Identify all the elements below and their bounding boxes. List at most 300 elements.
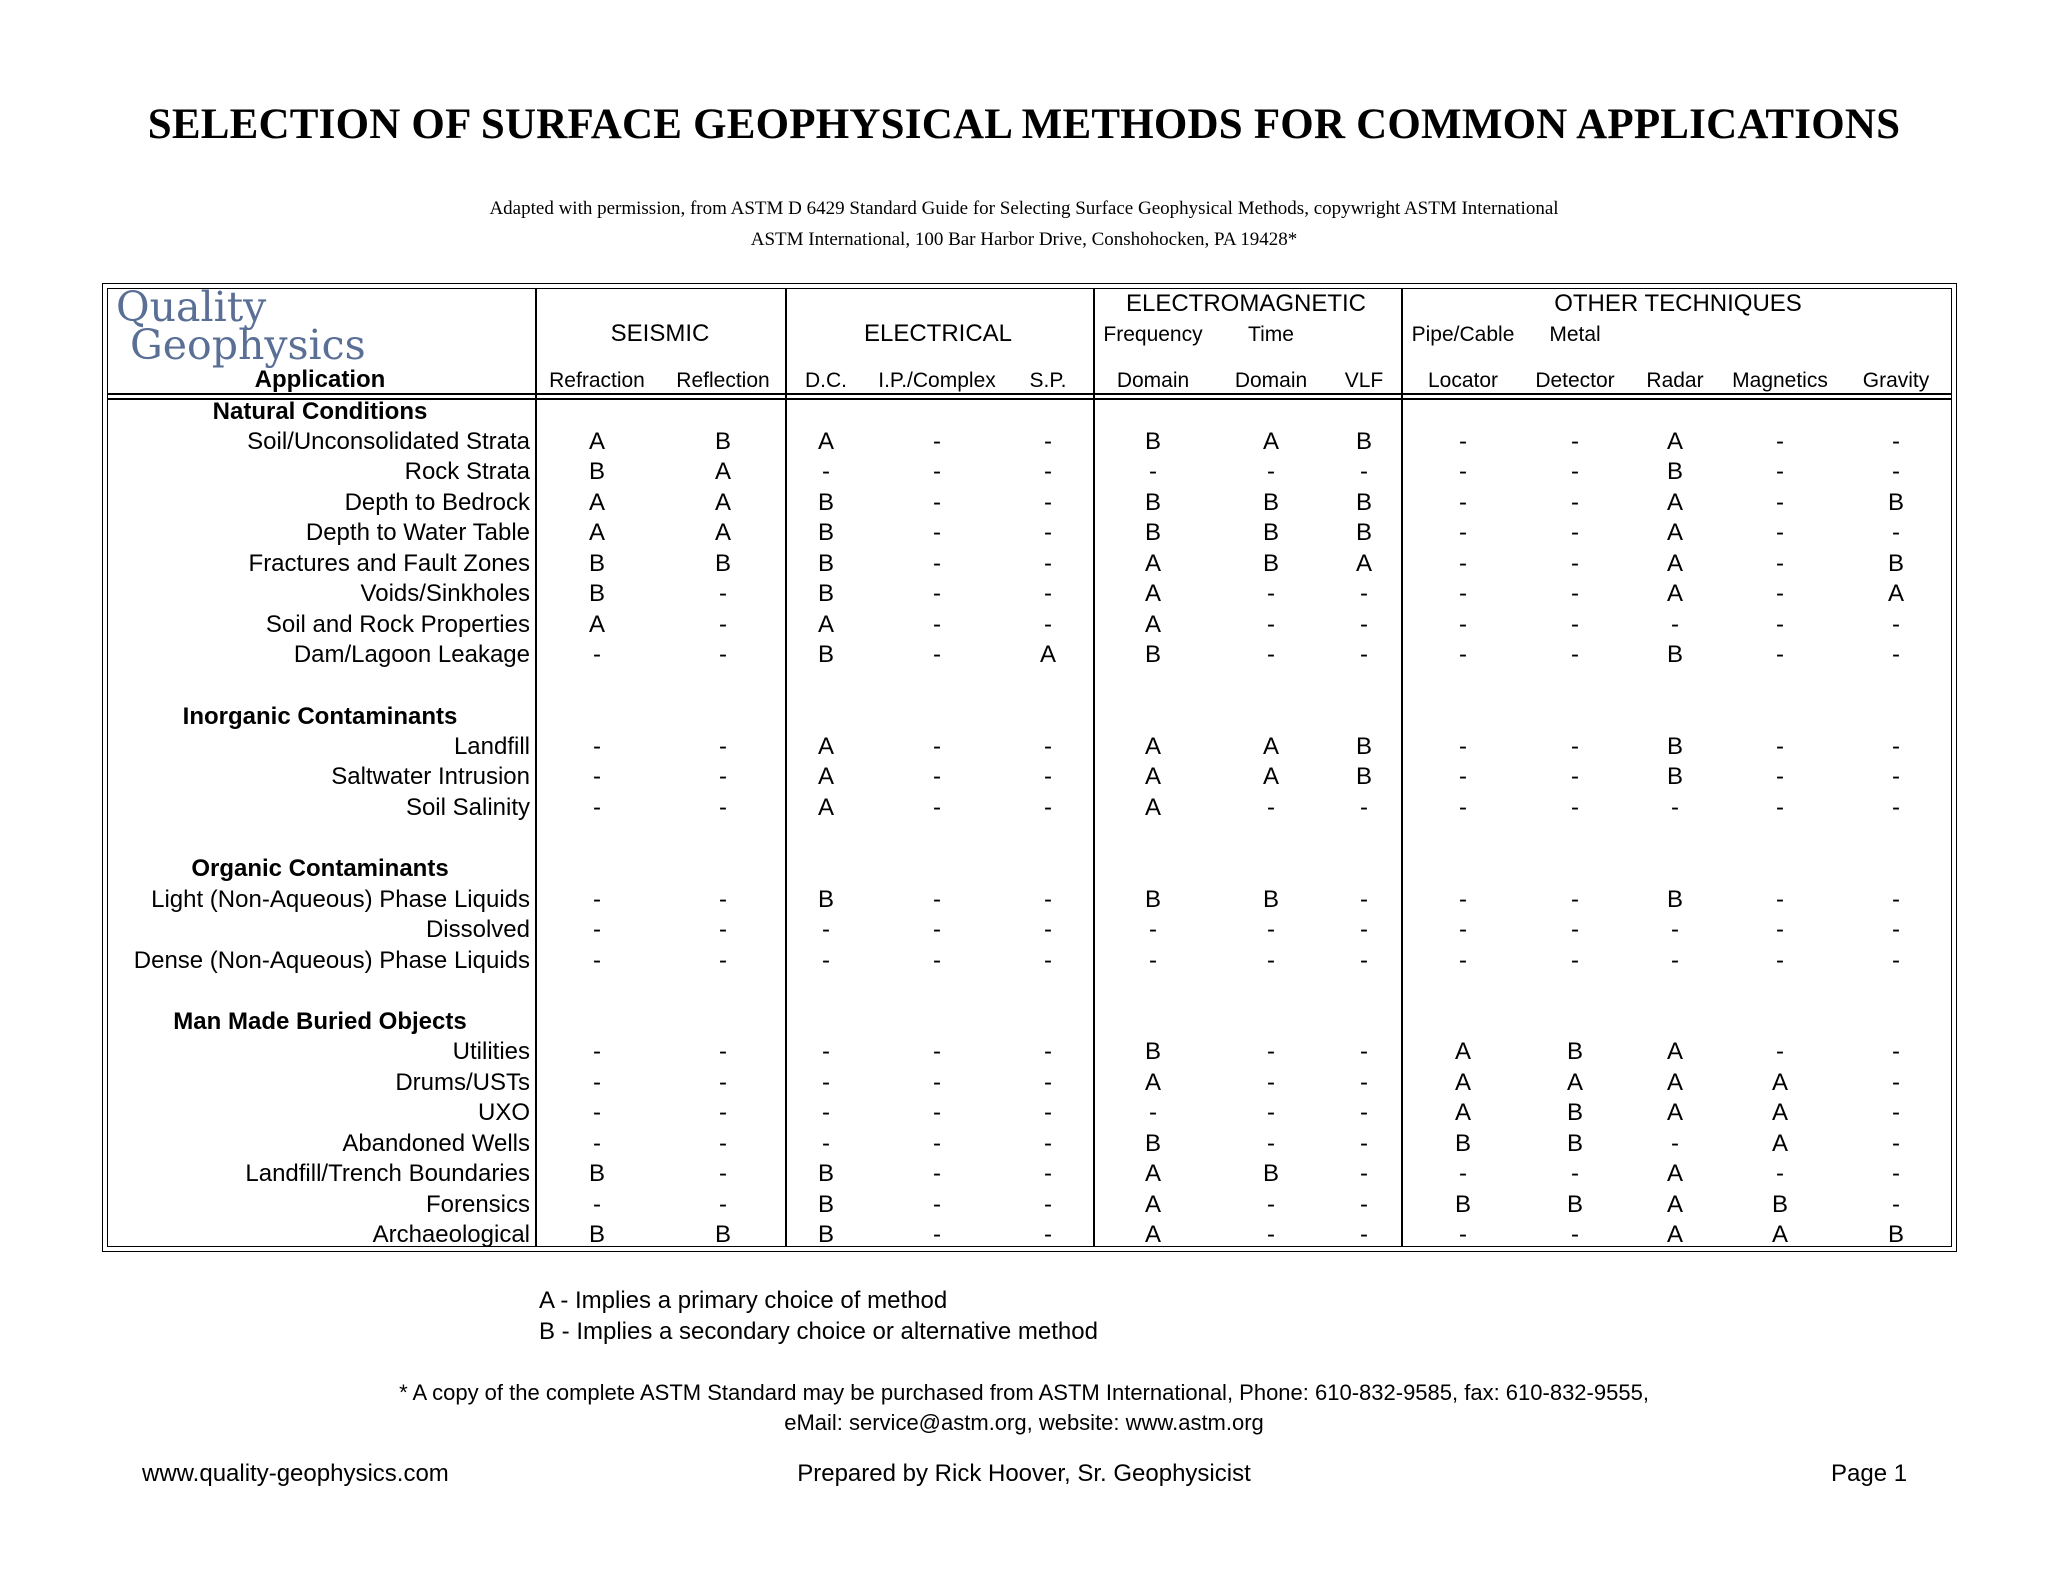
table-cell: B — [817, 886, 835, 913]
table-cell: B — [1666, 733, 1684, 760]
table-cell: - — [822, 1038, 830, 1065]
table-cell: A — [714, 519, 732, 546]
table-cell: - — [1776, 550, 1784, 577]
table-cell: - — [1459, 886, 1467, 913]
table-cell: A — [1666, 1038, 1684, 1065]
table-cell: - — [1459, 1221, 1467, 1248]
table-cell: A — [1666, 1191, 1684, 1218]
table-cell: - — [1360, 947, 1368, 974]
col-refraction: Refraction — [549, 369, 645, 392]
table-cell: A — [1144, 733, 1162, 760]
table-cell: - — [933, 611, 941, 638]
table-cell: B — [714, 428, 732, 455]
header-electromagnetic: ELECTROMAGNETIC — [1125, 290, 1367, 317]
table-cell: - — [1360, 1069, 1368, 1096]
col-dc: D.C. — [805, 369, 847, 392]
table-cell: A — [1666, 489, 1684, 516]
table-cell: - — [1044, 763, 1052, 790]
table-cell: - — [1892, 428, 1900, 455]
table-cell: - — [1571, 1160, 1579, 1187]
table-cell: B — [1566, 1099, 1584, 1126]
table-cell: - — [719, 1069, 727, 1096]
table-cell: - — [1571, 489, 1579, 516]
table-cell: B — [1262, 550, 1280, 577]
table-cell: A — [1666, 580, 1684, 607]
table-cell: - — [1267, 611, 1275, 638]
table-cell: - — [1571, 1221, 1579, 1248]
table-cell: A — [1666, 519, 1684, 546]
table-cell: B — [1262, 1160, 1280, 1187]
table-cell: B — [1262, 886, 1280, 913]
table-cell: A — [1566, 1069, 1584, 1096]
table-cell: B — [588, 458, 606, 485]
divider-seismic — [785, 288, 787, 1247]
logo-line-2: Geophysics — [130, 321, 366, 369]
table-cell: - — [1044, 489, 1052, 516]
table-cell: - — [1571, 641, 1579, 668]
table-cell: A — [1355, 550, 1373, 577]
table-cell: - — [1892, 1130, 1900, 1157]
table-cell: B — [1355, 733, 1373, 760]
table-cell: A — [1144, 1069, 1162, 1096]
table-cell: A — [1666, 1160, 1684, 1187]
table-cell: - — [1044, 1069, 1052, 1096]
table-cell: B — [1566, 1130, 1584, 1157]
footer-prepared-by: Prepared by Rick Hoover, Sr. Geophysicist — [797, 1460, 1251, 1487]
category-header: Man Made Buried Objects — [173, 1008, 467, 1035]
divider-electrical — [1093, 288, 1095, 1247]
table-cell: - — [1459, 580, 1467, 607]
table-cell: B — [588, 1221, 606, 1248]
table-cell: - — [1571, 733, 1579, 760]
table-cell: - — [933, 641, 941, 668]
table-cell: A — [714, 489, 732, 516]
table-cell: - — [822, 916, 830, 943]
table-cell: - — [1892, 641, 1900, 668]
header-other-techniques: OTHER TECHNIQUES — [1554, 290, 1802, 317]
divider-application — [535, 288, 537, 1247]
table-cell: - — [593, 916, 601, 943]
table-cell: B — [1666, 641, 1684, 668]
table-cell: - — [1459, 489, 1467, 516]
table-cell: - — [933, 947, 941, 974]
col-detector: Detector — [1535, 369, 1615, 392]
table-cell: B — [1144, 489, 1162, 516]
table-cell: - — [1776, 489, 1784, 516]
table-cell: B — [817, 519, 835, 546]
table-cell: - — [719, 916, 727, 943]
table-cell: - — [1776, 886, 1784, 913]
col-ip-complex: I.P./Complex — [878, 369, 996, 392]
table-cell: - — [1267, 1099, 1275, 1126]
table-cell: - — [1149, 916, 1157, 943]
table-cell: - — [1360, 1160, 1368, 1187]
table-cell: - — [1671, 794, 1679, 821]
table-cell: B — [1566, 1191, 1584, 1218]
table-cell: - — [1571, 947, 1579, 974]
row-label: Soil/Unconsolidated Strata — [247, 428, 530, 455]
table-cell: - — [1044, 1191, 1052, 1218]
table-cell: A — [1771, 1069, 1789, 1096]
header-pipe-cable: Pipe/Cable — [1411, 323, 1515, 346]
table-cell: - — [933, 1191, 941, 1218]
table-cell: - — [1776, 641, 1784, 668]
table-cell: A — [588, 519, 606, 546]
table-cell: - — [1459, 519, 1467, 546]
table-cell: - — [1776, 1038, 1784, 1065]
table-cell: - — [1892, 1191, 1900, 1218]
table-cell: A — [1144, 550, 1162, 577]
table-cell: - — [822, 1099, 830, 1126]
table-cell: A — [588, 611, 606, 638]
table-cell: B — [1262, 519, 1280, 546]
table-cell: B — [1262, 489, 1280, 516]
row-label: Depth to Water Table — [305, 519, 530, 546]
table-cell: - — [933, 1069, 941, 1096]
table-cell: - — [822, 458, 830, 485]
table-cell: - — [933, 428, 941, 455]
table-cell: - — [1044, 916, 1052, 943]
table-cell: B — [1355, 428, 1373, 455]
company-logo — [116, 283, 366, 369]
table-cell: - — [1571, 519, 1579, 546]
footer-website: www.quality-geophysics.com — [142, 1460, 449, 1487]
table-cell: - — [1360, 916, 1368, 943]
table-cell: - — [719, 1038, 727, 1065]
table-cell: A — [714, 458, 732, 485]
table-cell: A — [588, 489, 606, 516]
table-cell: - — [1776, 794, 1784, 821]
table-cell: - — [1360, 1191, 1368, 1218]
table-cell: B — [1666, 458, 1684, 485]
table-cell: - — [1044, 794, 1052, 821]
col-locator: Locator — [1427, 369, 1499, 392]
row-label: Voids/Sinkholes — [360, 580, 530, 607]
footer-page-number: Page 1 — [1831, 1460, 1908, 1487]
table-cell: - — [1044, 886, 1052, 913]
page-title: SELECTION OF SURFACE GEOPHYSICAL METHODS FOR COMMON APPLICATIONS — [147, 101, 1901, 148]
table-cell: - — [1044, 1099, 1052, 1126]
table-cell: - — [1360, 641, 1368, 668]
table-cell: - — [1267, 947, 1275, 974]
table-cell: - — [822, 1130, 830, 1157]
table-cell: - — [1892, 886, 1900, 913]
table-cell: - — [1892, 458, 1900, 485]
row-label: Dissolved — [425, 916, 530, 943]
table-cell: - — [1459, 1160, 1467, 1187]
row-label: Drums/USTs — [395, 1069, 530, 1096]
table-cell: - — [1360, 1038, 1368, 1065]
table-cell: - — [1044, 1221, 1052, 1248]
row-label: Depth to Bedrock — [344, 489, 530, 516]
table-cell: B — [1566, 1038, 1584, 1065]
table-cell: - — [1459, 916, 1467, 943]
table-cell: - — [719, 947, 727, 974]
table-cell: - — [933, 1130, 941, 1157]
table-cell: A — [1771, 1130, 1789, 1157]
row-label: Light (Non-Aqueous) Phase Liquids — [151, 886, 530, 913]
footnote-line-2: eMail: service@astm.org, website: www.astm.org — [784, 1410, 1264, 1435]
table-cell: B — [817, 580, 835, 607]
table-cell: B — [588, 580, 606, 607]
table-cell: - — [933, 794, 941, 821]
table-cell: - — [1267, 1191, 1275, 1218]
table-cell: - — [1892, 763, 1900, 790]
table-cell: A — [1144, 580, 1162, 607]
table-cell: - — [933, 1221, 941, 1248]
col-gravity: Gravity — [1862, 369, 1930, 392]
table-cell: - — [1044, 1038, 1052, 1065]
header-metal: Metal — [1549, 323, 1601, 346]
table-cell: - — [1571, 458, 1579, 485]
table-cell: B — [817, 550, 835, 577]
table-cell: - — [1044, 1130, 1052, 1157]
table-cell: - — [1360, 1221, 1368, 1248]
row-label: Utilities — [452, 1038, 530, 1065]
table-cell: A — [1262, 733, 1280, 760]
table-cell: - — [933, 1160, 941, 1187]
table-cell: - — [593, 763, 601, 790]
table-cell: - — [933, 458, 941, 485]
row-label: Abandoned Wells — [342, 1130, 530, 1157]
table-cell: - — [593, 1099, 601, 1126]
col-frequency-domain: Domain — [1116, 369, 1190, 392]
table-cell: - — [933, 1038, 941, 1065]
table-cell: A — [1262, 763, 1280, 790]
col-sp: S.P. — [1029, 369, 1067, 392]
table-cell: B — [1355, 763, 1373, 790]
table-cell: B — [1144, 519, 1162, 546]
row-label: Forensics — [425, 1191, 530, 1218]
table-cell: - — [593, 794, 601, 821]
table-cell: - — [719, 763, 727, 790]
row-label: Dam/Lagoon Leakage — [293, 641, 530, 668]
table-cell: - — [593, 886, 601, 913]
table-cell: B — [1355, 489, 1373, 516]
table-cell: - — [593, 733, 601, 760]
table-cell: - — [1671, 611, 1679, 638]
table-cell: B — [588, 1160, 606, 1187]
table-cell: A — [1454, 1069, 1472, 1096]
logo-line-1: Quality — [116, 283, 267, 331]
table-cell: B — [1355, 519, 1373, 546]
table-cell: A — [1666, 428, 1684, 455]
table-cell: - — [1776, 458, 1784, 485]
table-cell: - — [1459, 550, 1467, 577]
table-cell: - — [1892, 733, 1900, 760]
header-em-frequency: Frequency — [1103, 323, 1203, 346]
category-header: Organic Contaminants — [191, 855, 449, 882]
table-cell: A — [1144, 1160, 1162, 1187]
table-cell: - — [1360, 580, 1368, 607]
table-cell: B — [817, 489, 835, 516]
table-cell: B — [1144, 428, 1162, 455]
row-label: Archaeological — [372, 1221, 530, 1248]
table-cell: A — [1666, 1099, 1684, 1126]
table-cell: - — [1459, 947, 1467, 974]
row-label: Fractures and Fault Zones — [248, 550, 530, 577]
table-cell: - — [1892, 1038, 1900, 1065]
category-header: Inorganic Contaminants — [182, 703, 458, 730]
table-cell: - — [593, 641, 601, 668]
table-cell: - — [1892, 1160, 1900, 1187]
table-cell: - — [1776, 916, 1784, 943]
table-cell: - — [933, 733, 941, 760]
table-cell: - — [1267, 1069, 1275, 1096]
table-cell: - — [593, 1038, 601, 1065]
table-cell: - — [719, 733, 727, 760]
table-cell: B — [1144, 641, 1162, 668]
table-cell: A — [1039, 641, 1057, 668]
table-cell: - — [719, 1130, 727, 1157]
table-cell: - — [1671, 916, 1679, 943]
table-cell: A — [817, 763, 835, 790]
table-cell: A — [1771, 1221, 1789, 1248]
table-cell: - — [1267, 641, 1275, 668]
table-cell: A — [1887, 580, 1905, 607]
table-cell: - — [1571, 886, 1579, 913]
table-cell: - — [719, 641, 727, 668]
row-label: Rock Strata — [404, 458, 530, 485]
table-cell: - — [1044, 611, 1052, 638]
table-cell: - — [1267, 580, 1275, 607]
table-cell: - — [1360, 886, 1368, 913]
table-cell: - — [719, 1191, 727, 1218]
table-cell: - — [933, 580, 941, 607]
table-cell: B — [1454, 1191, 1472, 1218]
subtitle-line-2: ASTM International, 100 Bar Harbor Drive, Conshohocken, PA 19428* — [750, 229, 1298, 250]
table-cell: - — [1571, 580, 1579, 607]
table-cell: - — [1459, 428, 1467, 455]
table-cell: - — [1776, 733, 1784, 760]
table-cell: - — [1044, 947, 1052, 974]
table-cell: A — [1666, 1221, 1684, 1248]
table-cell: B — [817, 1160, 835, 1187]
col-reflection: Reflection — [676, 369, 770, 392]
table-cell: - — [593, 947, 601, 974]
table-cell: - — [1571, 794, 1579, 821]
legend-a: A - Implies a primary choice of method — [539, 1287, 948, 1314]
table-cell: A — [817, 794, 835, 821]
table-cell: A — [1144, 794, 1162, 821]
table-cell: - — [1892, 947, 1900, 974]
table-cell: A — [1144, 1191, 1162, 1218]
table-cell: B — [1144, 1130, 1162, 1157]
table-cell: - — [1892, 916, 1900, 943]
table-cell: - — [1571, 611, 1579, 638]
table-cell: - — [1267, 1038, 1275, 1065]
table-cell: B — [1887, 489, 1905, 516]
table-cell: - — [933, 489, 941, 516]
table-cell: - — [1776, 428, 1784, 455]
row-label: Landfill — [453, 733, 530, 760]
table-cell: - — [1044, 550, 1052, 577]
legend-b: B - Implies a secondary choice or alternative method — [539, 1318, 1098, 1345]
table-cell: - — [1044, 580, 1052, 607]
table-cell: - — [1776, 763, 1784, 790]
table-cell: B — [817, 641, 835, 668]
table-cell: - — [1149, 1099, 1157, 1126]
col-magnetics: Magnetics — [1732, 369, 1828, 392]
table-cell: - — [1571, 916, 1579, 943]
table-cell: - — [1149, 458, 1157, 485]
table-cell: - — [1267, 794, 1275, 821]
col-vlf: VLF — [1344, 369, 1384, 392]
table-cell: - — [1044, 458, 1052, 485]
col-time-domain: Domain — [1234, 369, 1308, 392]
col-radar: Radar — [1646, 369, 1704, 392]
table-cell: - — [1459, 794, 1467, 821]
table-cell: - — [593, 1191, 601, 1218]
table-cell: - — [1044, 428, 1052, 455]
table-cell: - — [1459, 641, 1467, 668]
table-cell: - — [933, 519, 941, 546]
table-cell: - — [822, 1069, 830, 1096]
table-cell: - — [933, 916, 941, 943]
table-cell: - — [719, 1099, 727, 1126]
table-cell: - — [1776, 1160, 1784, 1187]
table-cell: - — [719, 611, 727, 638]
table-cell: - — [1776, 611, 1784, 638]
table-cell: - — [1892, 1099, 1900, 1126]
table-cell: B — [1454, 1130, 1472, 1157]
table-cell: - — [1267, 916, 1275, 943]
table-cell: - — [1459, 763, 1467, 790]
table-cell: - — [1360, 794, 1368, 821]
table-cell: - — [1892, 519, 1900, 546]
table-cell: - — [1776, 947, 1784, 974]
table-cell: - — [1044, 733, 1052, 760]
table-cell: - — [1776, 580, 1784, 607]
table-cell: - — [1671, 947, 1679, 974]
table-cell: - — [593, 1130, 601, 1157]
row-label: Saltwater Intrusion — [331, 763, 530, 790]
table-cell: B — [1887, 1221, 1905, 1248]
table-cell: A — [1262, 428, 1280, 455]
table-cell: B — [1771, 1191, 1789, 1218]
divider-electromagnetic — [1401, 288, 1403, 1247]
header-application: Application — [254, 366, 386, 393]
row-label: UXO — [477, 1099, 530, 1126]
table-cell: - — [933, 886, 941, 913]
table-cell: - — [719, 886, 727, 913]
table-cell: A — [1666, 1069, 1684, 1096]
table-cell: - — [1571, 428, 1579, 455]
table-cell: - — [1571, 763, 1579, 790]
table-cell: - — [593, 1069, 601, 1096]
table-cell: - — [1360, 458, 1368, 485]
table-cell: A — [1771, 1099, 1789, 1126]
table-cell: B — [1666, 886, 1684, 913]
table-cell: - — [719, 580, 727, 607]
table-cell: A — [1144, 611, 1162, 638]
table-cell: - — [1459, 733, 1467, 760]
table-cell: - — [822, 947, 830, 974]
row-label: Soil and Rock Properties — [265, 611, 530, 638]
table-cell: - — [1892, 1069, 1900, 1096]
table-cell: - — [1459, 611, 1467, 638]
table-cell: A — [817, 733, 835, 760]
table-cell: A — [817, 428, 835, 455]
table-cell: - — [1571, 550, 1579, 577]
table-cell: - — [933, 1099, 941, 1126]
table-cell: A — [1144, 1221, 1162, 1248]
table-cell: - — [1892, 611, 1900, 638]
row-label: Dense (Non-Aqueous) Phase Liquids — [133, 947, 530, 974]
table-cell: B — [1144, 886, 1162, 913]
table-cell: A — [817, 611, 835, 638]
table-cell: - — [1360, 1130, 1368, 1157]
